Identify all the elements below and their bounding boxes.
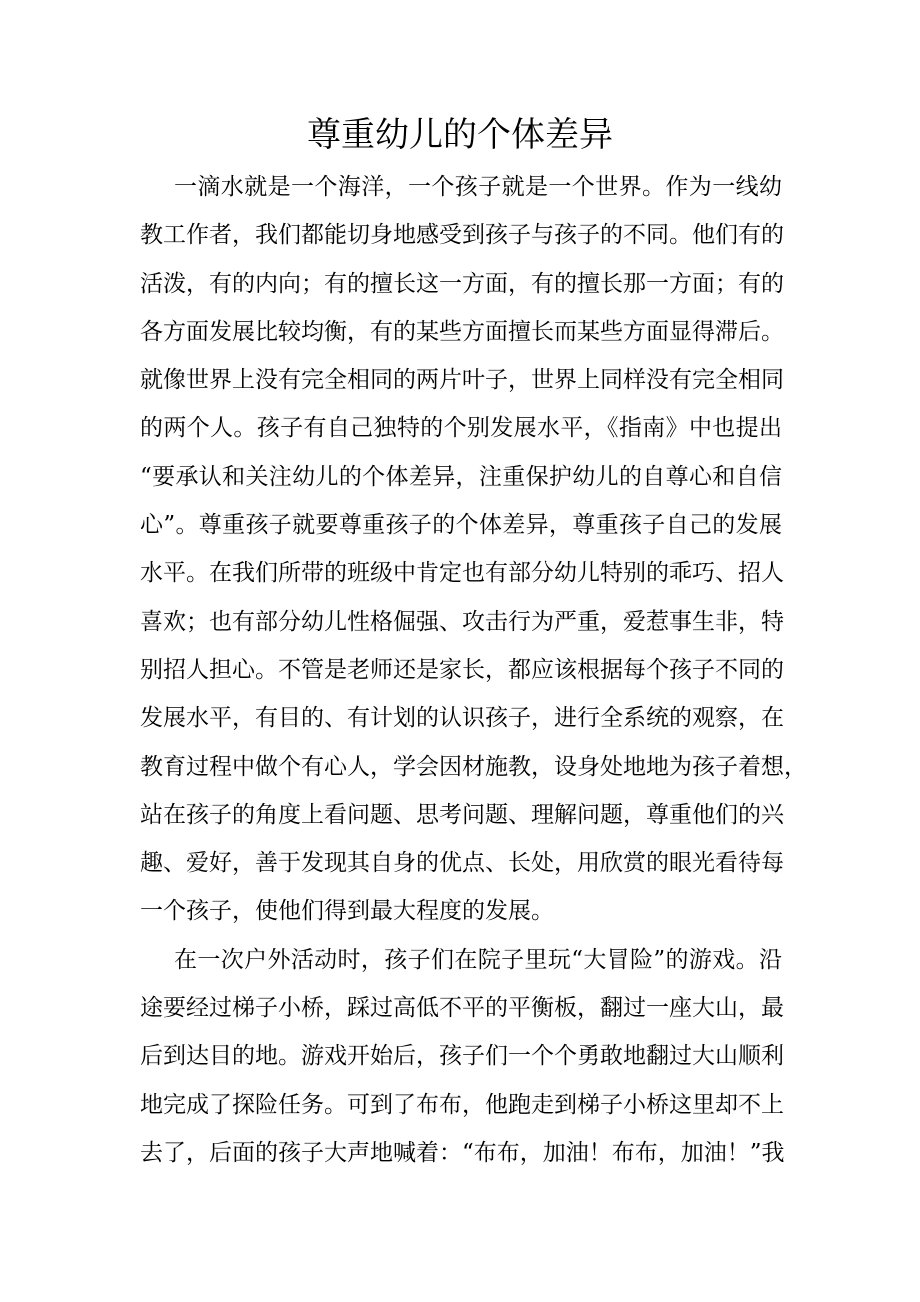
text-line: 在一次户外活动时，孩子们在院子里玩“大冒险”的游戏。沿 (174, 946, 782, 973)
text-line: 一个孩子，使他们得到最大程度的发展。 (140, 898, 554, 925)
text-line: 地完成了探险任务。可到了布布，他跑走到梯子小桥这里却不上 (140, 1091, 784, 1118)
text-line: 各方面发展比较均衡，有的某些方面擅长而某些方面显得滞后。 (140, 318, 784, 345)
text-line: 发展水平，有目的、有计划的认识孩子，进行全系统的观察，在 (140, 705, 784, 732)
text-line: 后到达目的地。游戏开始后，孩子们一个个勇敢地翻过大山顺利 (140, 1043, 784, 1070)
text-line: “要承认和关注幼儿的个体差异，注重保护幼儿的自尊心和自信 (140, 463, 782, 490)
document-title: 尊重幼儿的个体差异 (307, 115, 613, 155)
text-line: 站在孩子的角度上看问题、思考问题、理解问题，尊重他们的兴 (140, 801, 784, 828)
text-line: 水平。在我们所带的班级中肯定也有部分幼儿特别的乖巧、招人 (140, 560, 784, 587)
paragraph-1 (140, 163, 807, 936)
text-line: 别招人担心。不管是老师还是家长，都应该根据每个孩子不同的 (140, 656, 784, 683)
text-line: 趣、爱好，善于发现其自身的优点、长处，用欣赏的眼光看待每 (140, 850, 784, 877)
text-line: 一滴水就是一个海洋，一个孩子就是一个世界。作为一线幼 (174, 174, 782, 200)
text-line: 喜欢；也有部分幼儿性格倔强、攻击行为严重，爱惹事生非，特 (140, 608, 784, 635)
text-line: 教育过程中做个有心人，学会因材施教，设身处地地为孩子着想， (140, 753, 807, 780)
paragraph-2 (140, 936, 785, 1177)
text-line: 心”。尊重孩子就要尊重孩子的个体差异，尊重孩子自己的发展 (140, 512, 782, 539)
text-line: 去了，后面的孩子大声地喊着：“布布，加油！布布，加油！”我 (140, 1139, 785, 1166)
text-line: 的两个人。孩子有自己独特的个别发展水平，《指南》中也提出 (140, 415, 782, 442)
text-line: 途要经过梯子小桥，踩过高低不平的平衡板，翻过一座大山，最 (140, 995, 784, 1022)
text-line: 活泼，有的内向；有的擅长这一方面，有的擅长那一方面；有的 (140, 270, 784, 297)
text-line: 就像世界上没有完全相同的两片叶子，世界上同样没有完全相同 (140, 367, 784, 394)
document-body (140, 163, 807, 1177)
text-line: 教工作者，我们都能切身地感受到孩子与孩子的不同。他们有的 (140, 222, 784, 249)
